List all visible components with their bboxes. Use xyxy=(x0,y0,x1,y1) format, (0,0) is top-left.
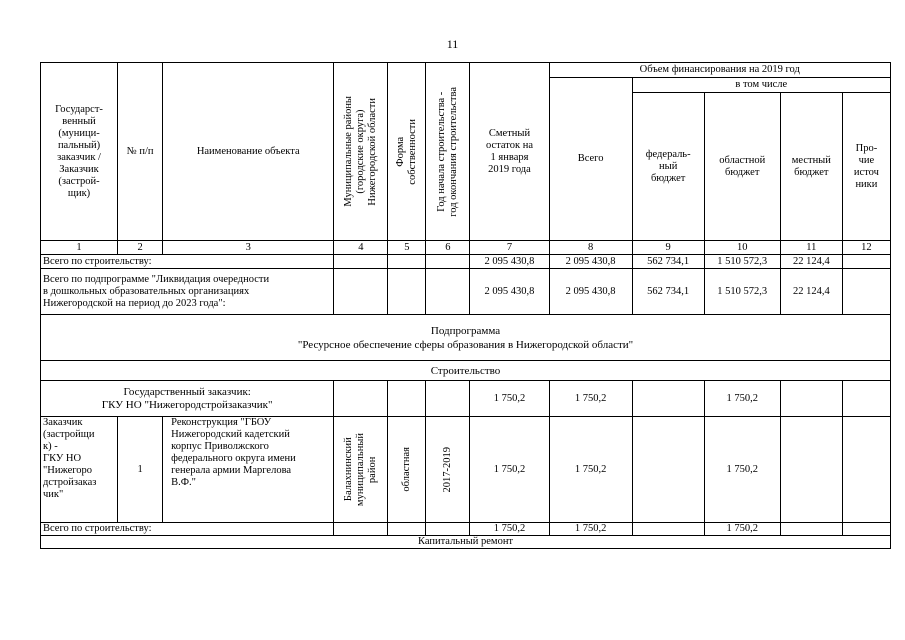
table-row xyxy=(41,417,891,523)
col-num: 2 xyxy=(118,241,163,255)
financing-table xyxy=(40,62,891,549)
estimate-value: 2 095 430,8 xyxy=(470,255,549,269)
header-years: Год начала строительства - год окончания строительства xyxy=(426,63,470,241)
col-num: 1 xyxy=(41,241,118,255)
header-financing-title: Объем финансирования на 2019 год xyxy=(549,63,890,78)
estimate-value: 1 750,2 xyxy=(470,417,549,523)
header-local: местный бюджет xyxy=(780,93,842,241)
estimate-value: 1 750,2 xyxy=(470,381,549,417)
estimate-value: 1 750,2 xyxy=(470,523,549,536)
header-num: № п/п xyxy=(118,63,163,241)
subprogram-heading: Подпрограмма "Ресурсное обеспечение сферы образования в Нижегородской области" xyxy=(41,315,891,361)
regional-value: 1 750,2 xyxy=(704,417,780,523)
header-customer: Государст- венный (муници- пальный) заказчик / Заказчик (застрой- щик) xyxy=(41,63,118,241)
header-total: Всего xyxy=(549,78,632,241)
page-number: 11 xyxy=(446,37,459,51)
table-row xyxy=(41,255,891,269)
local-value: 22 124,4 xyxy=(780,255,842,269)
object-years: 2017-2019 xyxy=(426,417,470,523)
col-num: 12 xyxy=(842,241,890,255)
total-value: 1 750,2 xyxy=(549,381,632,417)
local-value: 22 124,4 xyxy=(780,269,842,315)
total-value: 2 095 430,8 xyxy=(549,269,632,315)
col-num: 11 xyxy=(780,241,842,255)
row-label: Всего по подпрограмме "Ликвидация очередности в дошкольных образовательных организациях Нижегородской на период до 2023 года": xyxy=(41,269,334,315)
table-row xyxy=(41,269,891,315)
col-num: 3 xyxy=(163,241,334,255)
header-ownership: Форма собственности xyxy=(388,63,426,241)
header-including: в том числе xyxy=(632,78,890,93)
regional-value: 1 510 572,3 xyxy=(704,255,780,269)
federal-value: 562 734,1 xyxy=(632,255,704,269)
object-name: Реконструкция "ГБОУ Нижегородский кадетский корпус Приволжского федерального округа имени генерала армии Маргелова В.Ф." xyxy=(163,417,334,523)
header-estimate: Сметный остаток на 1 января 2019 года xyxy=(470,63,549,241)
regional-value: 1 510 572,3 xyxy=(704,269,780,315)
header-federal: федераль- ный бюджет xyxy=(632,93,704,241)
object-district: Балахнинский муниципальный район xyxy=(334,417,388,523)
row-label: Всего по строительству: xyxy=(41,523,334,536)
header-other: Про- чие источ ники xyxy=(842,93,890,241)
header-object-name: Наименование объекта xyxy=(163,63,334,241)
object-ownership: областная xyxy=(388,417,426,523)
construction-heading: Строительство xyxy=(41,361,891,381)
estimate-value: 2 095 430,8 xyxy=(470,269,549,315)
federal-value: 562 734,1 xyxy=(632,269,704,315)
col-num: 10 xyxy=(704,241,780,255)
total-value: 1 750,2 xyxy=(549,523,632,536)
col-num: 9 xyxy=(632,241,704,255)
col-num: 7 xyxy=(470,241,549,255)
col-num: 4 xyxy=(334,241,388,255)
object-num: 1 xyxy=(118,417,163,523)
header-regional: областной бюджет xyxy=(704,93,780,241)
object-customer: Заказчик (застройщи к) - ГКУ НО "Нижегоро дстройзаказ чик" xyxy=(41,417,118,523)
col-num: 5 xyxy=(388,241,426,255)
total-value: 2 095 430,8 xyxy=(549,255,632,269)
column-numbers-row xyxy=(41,241,891,255)
state-customer-label: Государственный заказчик: ГКУ НО "Нижегородстройзаказчик" xyxy=(41,381,334,417)
row-label: Всего по строительству: xyxy=(41,255,334,269)
total-value: 1 750,2 xyxy=(549,417,632,523)
col-num: 8 xyxy=(549,241,632,255)
regional-value: 1 750,2 xyxy=(704,381,780,417)
col-num: 6 xyxy=(426,241,470,255)
header-districts: Муниципальные районы (городские округа) Нижегородской области xyxy=(334,63,388,241)
regional-value: 1 750,2 xyxy=(704,523,780,536)
capital-repair-heading: Капитальный ремонт xyxy=(41,536,891,549)
table-row xyxy=(41,381,891,417)
table-row xyxy=(41,523,891,536)
